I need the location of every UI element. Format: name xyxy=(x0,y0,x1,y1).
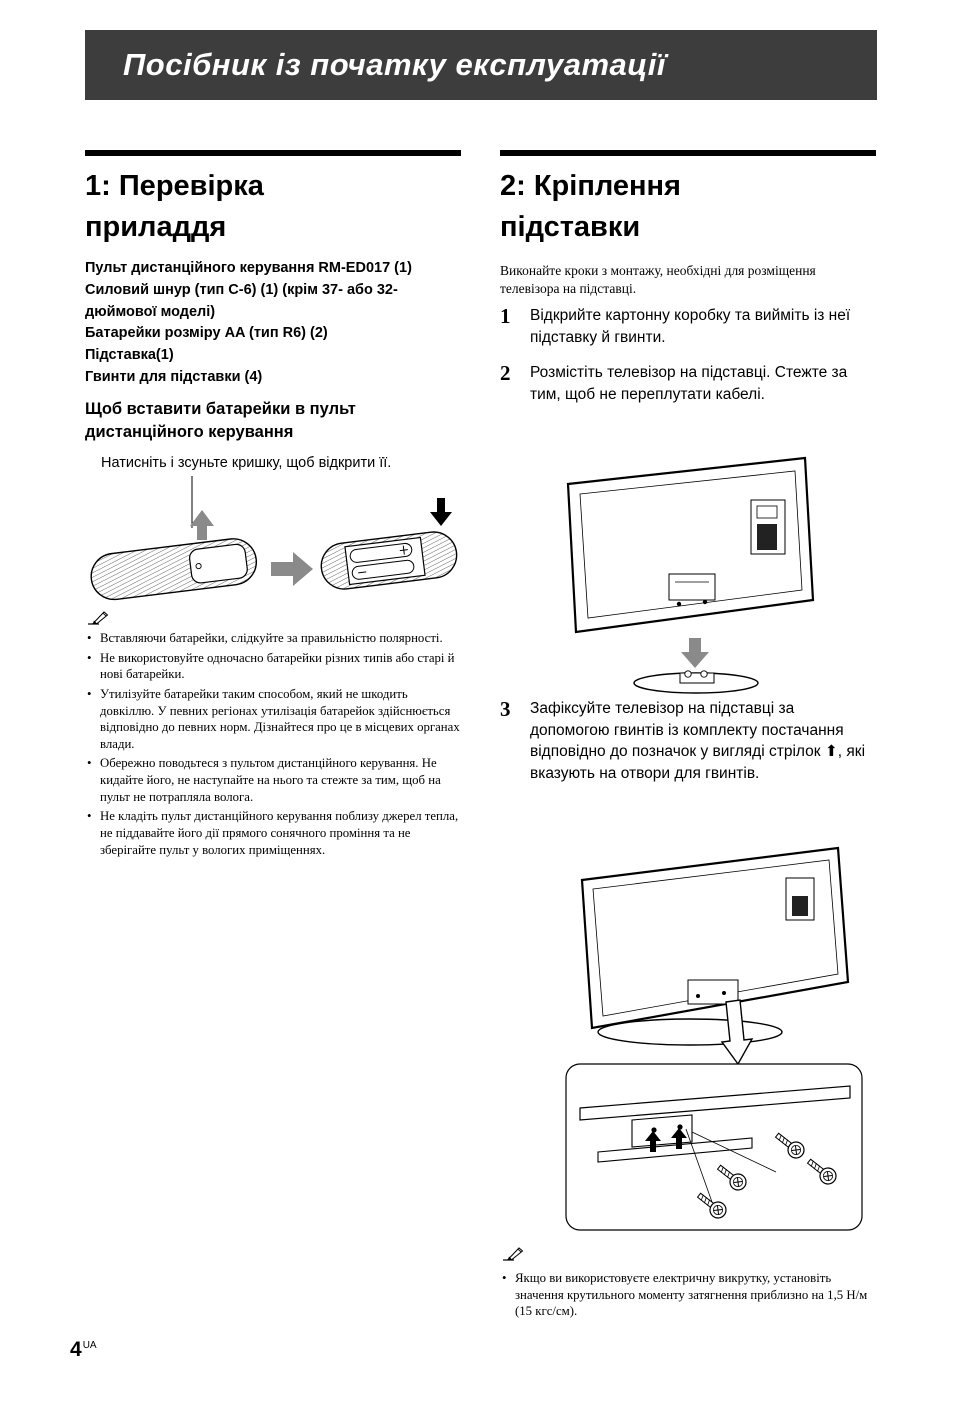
section-1-title-line2: приладдя xyxy=(85,210,227,243)
section-2-intro: Виконайте кроки з монтажу, необхідні для розміщення телевізора на підставці. xyxy=(500,263,816,297)
section-2-title-line2: підставки xyxy=(500,210,641,243)
accessory-item: Підставка(1) xyxy=(85,347,174,363)
insert-battery-arrow xyxy=(430,498,452,526)
chapter-banner xyxy=(85,30,877,100)
page-number xyxy=(70,1338,97,1362)
remote-battery-illustration xyxy=(85,476,461,618)
stand-notes-list xyxy=(500,1270,878,1323)
note-item: • Не кладіть пульт дистанційного керування поблизу джерел тепла, не піддавайте його дії прямого сонячного проміння та не зберігайте пульт у вологих приміщеннях. xyxy=(85,808,465,858)
step-number: 2 xyxy=(500,361,511,385)
step-number: 3 xyxy=(500,697,511,721)
note-item: • Утилізуйте батарейки таким способом, який не шкодить довкіллю. У певних регіонах утилізація батарейок здійснюється відповідно до певних норм. Дізнайтеся про це в місцевих органах влади. xyxy=(85,686,465,753)
section-1-rule xyxy=(85,150,461,156)
page-number-value: 4 xyxy=(70,1338,82,1361)
accessories-list xyxy=(85,258,465,389)
remote-closed xyxy=(89,536,259,602)
remote-open-batteries xyxy=(319,529,460,591)
accessory-item: Силовий шнур (тип C-6) (1) (крім 37- або 32-дюймової моделі) xyxy=(85,281,398,320)
next-step-arrow xyxy=(271,552,313,586)
note-item: • Обережно поводьтеся з пультом дистанційного керування. Не кидайте його, не наступайте на нього та стежте за тим, щоб на пульт не потрапляла волога. xyxy=(85,755,465,805)
section-2-title xyxy=(500,166,681,247)
section-2-title-line1: 2: Кріплення xyxy=(500,170,681,202)
slide-cover-arrow xyxy=(190,510,214,540)
step-number: 1 xyxy=(500,304,511,328)
battery-instruction: Натисніть і зсуньте кришку, щоб відкрити її. xyxy=(101,455,392,471)
step-1 xyxy=(500,305,878,348)
note-item: • Якщо ви використовуєте електричну викрутку, установіть значення крутильного моменту затягнення приблизно на 1,5 Н/м (15 кгс/см). xyxy=(500,1270,878,1320)
note-item: • Не використовуйте одночасно батарейки різних типів або старі й нові батарейки. xyxy=(85,650,465,683)
step-2 xyxy=(500,362,878,405)
battery-notes-list xyxy=(85,630,465,861)
remote-illustration-svg xyxy=(85,476,461,618)
tv-screws-illustration xyxy=(540,836,870,1238)
tv-on-stand-illustration xyxy=(553,452,853,694)
section-2-rule xyxy=(500,150,876,156)
battery-subheading: Щоб вставити батарейки в пульт дистанційного керування xyxy=(85,400,356,442)
note-item: • Вставляючи батарейки, слідкуйте за правильністю полярності. xyxy=(85,630,465,647)
note-icon xyxy=(87,610,113,626)
place-on-stand-arrow xyxy=(681,638,709,668)
note-icon xyxy=(502,1246,528,1262)
chapter-title: Посібник із початку експлуатації xyxy=(123,47,666,82)
accessory-item: Батарейки розміру AA (тип R6) (2) xyxy=(85,325,328,342)
section-1-title xyxy=(85,166,264,247)
step-3 xyxy=(500,698,878,785)
step-text: Відкрийте картонну коробку та вийміть із неї підставку й гвинти. xyxy=(530,307,851,346)
tv-stand xyxy=(634,671,758,693)
step-text: Зафіксуйте телевізор на підставці за допомогою гвинтів із комплекту постачання відповідно до позначок у вигляді стрілок ⬆, які вказують на отвори для гвинтів. xyxy=(530,700,866,783)
page-number-suffix: UA xyxy=(82,1340,97,1351)
accessory-item: Пульт дистанційного керування RM-ED017 (1) xyxy=(85,260,412,276)
step-text: Розмістіть телевізор на підставці. Стежте за тим, щоб не переплутати кабелі. xyxy=(530,364,848,403)
accessory-item: Гвинти для підставки (4) xyxy=(85,368,263,385)
section-1-title-line1: 1: Перевірка xyxy=(85,170,264,202)
